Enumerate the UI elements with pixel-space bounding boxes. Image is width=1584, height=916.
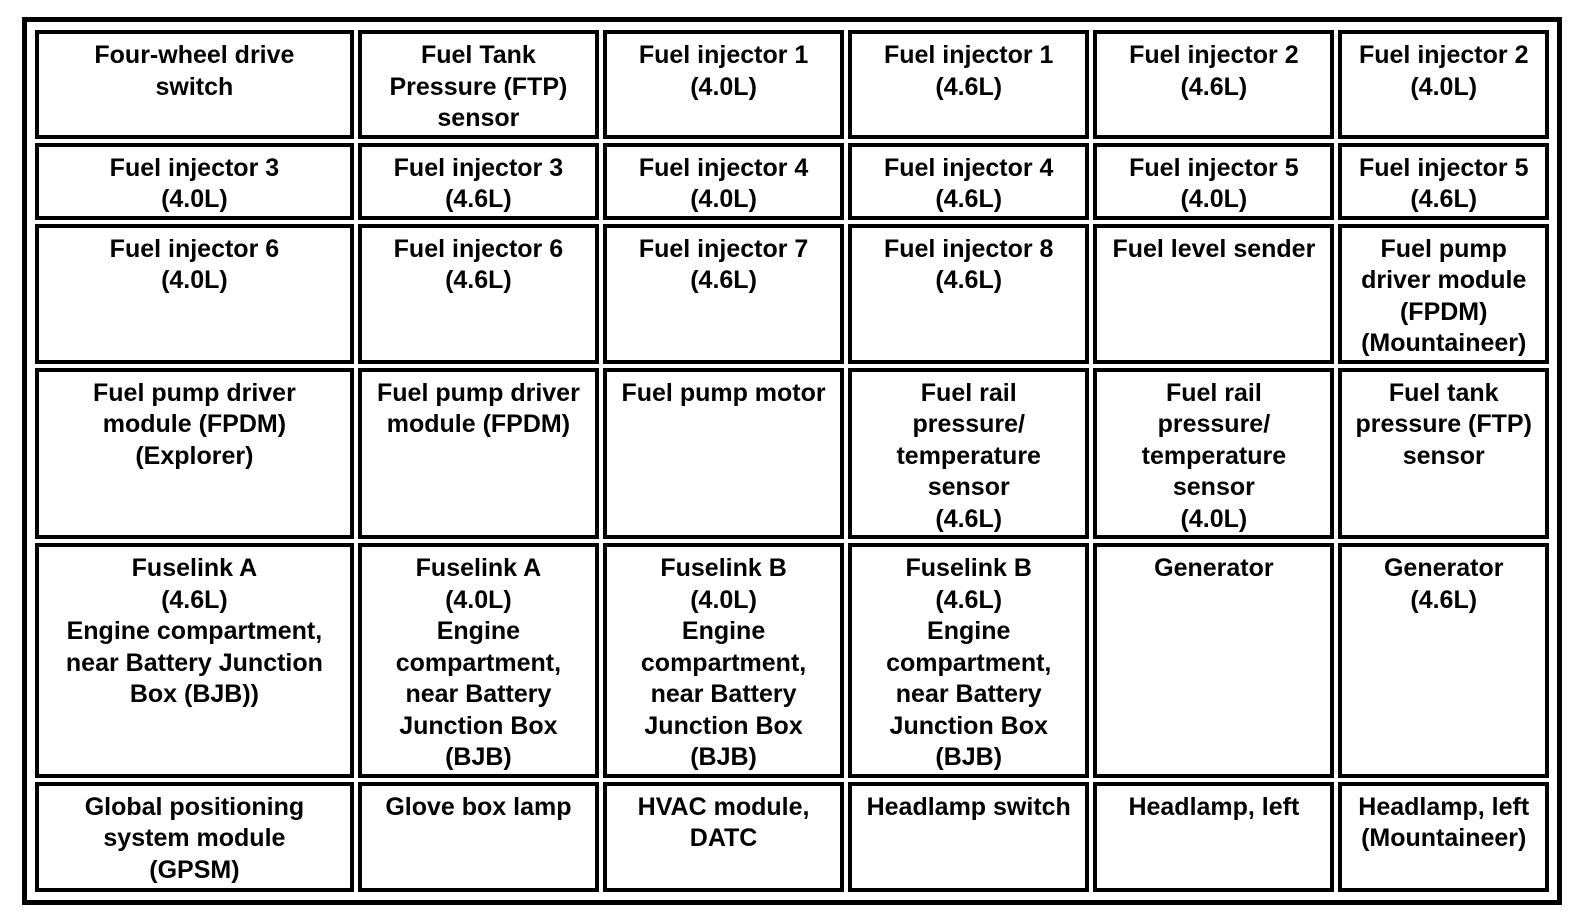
table-cell: Fuel injector 7 (4.6L) bbox=[603, 224, 844, 364]
table-cell: Fuel injector 2 (4.0L) bbox=[1338, 30, 1549, 139]
table-cell: Fuel injector 3 (4.6L) bbox=[358, 143, 599, 220]
table-row bbox=[35, 224, 1549, 364]
table-cell: Headlamp, left (Mountaineer) bbox=[1338, 782, 1549, 892]
table-cell: Fuel injector 4 (4.0L) bbox=[603, 143, 844, 220]
table-cell: Fuel injector 6 (4.6L) bbox=[358, 224, 599, 364]
table-cell: Fuel injector 3 (4.0L) bbox=[35, 143, 354, 220]
table-cell: Fuel pump driver module (FPDM) bbox=[358, 368, 599, 540]
table-cell: Fuel injector 4 (4.6L) bbox=[848, 143, 1089, 220]
table-cell: Fuel injector 5 (4.6L) bbox=[1338, 143, 1549, 220]
table-cell: Fuel injector 5 (4.0L) bbox=[1093, 143, 1334, 220]
table-cell: Generator (4.6L) bbox=[1338, 543, 1549, 778]
table-cell: Fuselink A (4.6L) Engine compartment, near Battery Junction Box (BJB)) bbox=[35, 543, 354, 778]
table-cell: Glove box lamp bbox=[358, 782, 599, 892]
table-cell: Fuel pump motor bbox=[603, 368, 844, 540]
table-cell: Fuel tank pressure (FTP) sensor bbox=[1338, 368, 1549, 540]
component-location-table-frame bbox=[22, 17, 1562, 905]
table-row bbox=[35, 143, 1549, 220]
table-cell: Fuel rail pressure/ temperature sensor (4.6L) bbox=[848, 368, 1089, 540]
table-cell: Fuel injector 1 (4.6L) bbox=[848, 30, 1089, 139]
table-cell: Fuel injector 2 (4.6L) bbox=[1093, 30, 1334, 139]
table-cell: Fuel injector 8 (4.6L) bbox=[848, 224, 1089, 364]
table-cell: HVAC module, DATC bbox=[603, 782, 844, 892]
table-cell: Fuel rail pressure/ temperature sensor (4.0L) bbox=[1093, 368, 1334, 540]
table-cell: Headlamp switch bbox=[848, 782, 1089, 892]
component-location-table bbox=[31, 26, 1553, 896]
table-cell: Fuel injector 1 (4.0L) bbox=[603, 30, 844, 139]
table-cell: Fuel pump driver module (FPDM) (Explorer) bbox=[35, 368, 354, 540]
table-cell: Fuselink A (4.0L) Engine compartment, near Battery Junction Box (BJB) bbox=[358, 543, 599, 778]
table-row bbox=[35, 30, 1549, 139]
table-cell: Generator bbox=[1093, 543, 1334, 778]
table-cell: Fuel pump driver module (FPDM) (Mountaineer) bbox=[1338, 224, 1549, 364]
table-cell: Fuel level sender bbox=[1093, 224, 1334, 364]
table-cell: Fuel Tank Pressure (FTP) sensor bbox=[358, 30, 599, 139]
table-cell: Global positioning system module (GPSM) bbox=[35, 782, 354, 892]
table-cell: Headlamp, left bbox=[1093, 782, 1334, 892]
table-row bbox=[35, 543, 1549, 778]
table-cell: Four-wheel drive switch bbox=[35, 30, 354, 139]
table-row bbox=[35, 368, 1549, 540]
table-row bbox=[35, 782, 1549, 892]
table-cell: Fuel injector 6 (4.0L) bbox=[35, 224, 354, 364]
table-cell: Fuselink B (4.6L) Engine compartment, near Battery Junction Box (BJB) bbox=[848, 543, 1089, 778]
table-cell: Fuselink B (4.0L) Engine compartment, near Battery Junction Box (BJB) bbox=[603, 543, 844, 778]
